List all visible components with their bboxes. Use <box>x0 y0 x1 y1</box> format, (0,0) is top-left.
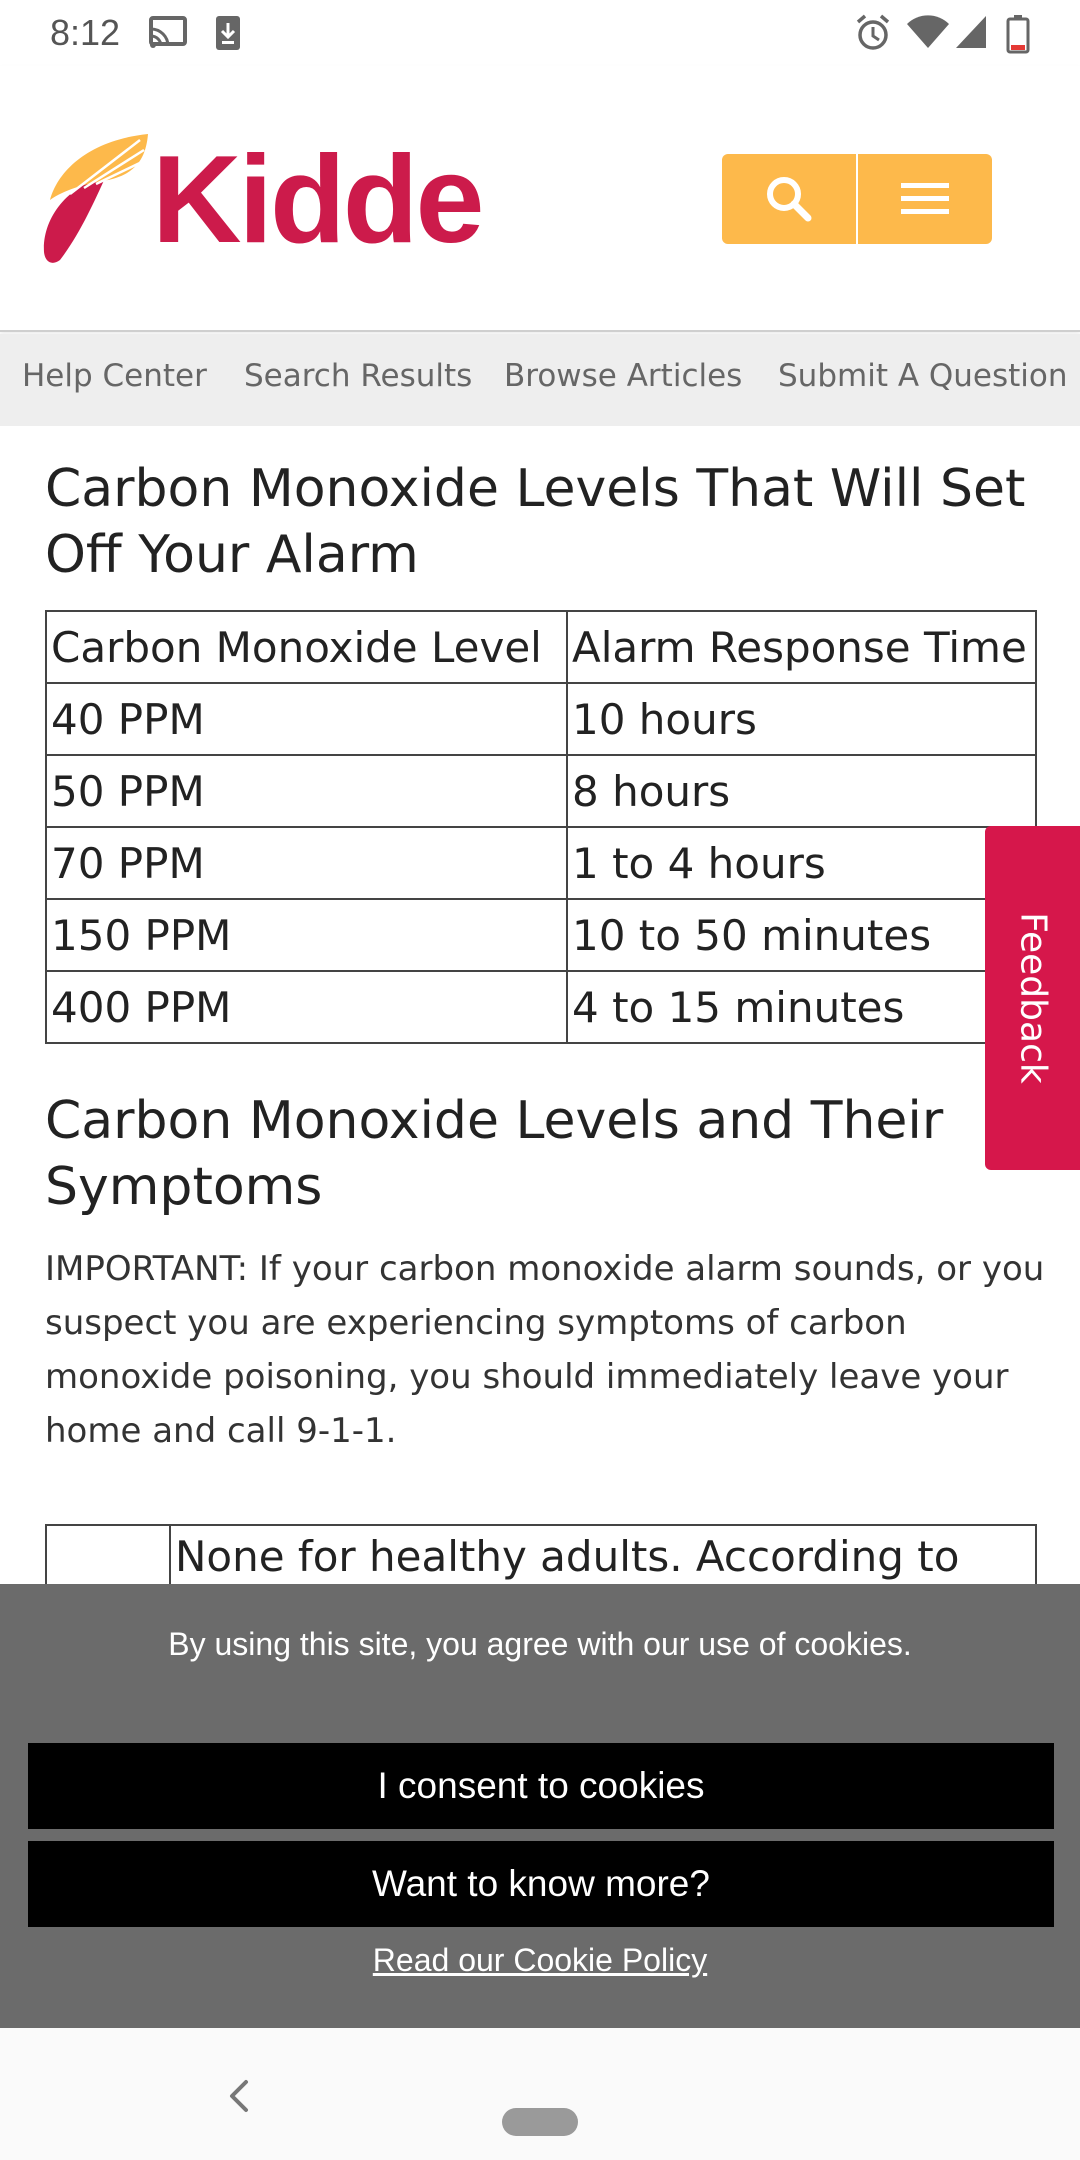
status-time: 8:12 <box>50 12 121 53</box>
table-row <box>46 755 1036 827</box>
table-cell: 70 PPM <box>46 827 567 899</box>
symptoms-title: Carbon Monoxide Levels and Their Symptoms <box>45 1091 944 1217</box>
header-button-group <box>722 154 992 244</box>
table-cell: 10 to 50 minutes <box>567 899 1036 971</box>
alarm-levels-title: Carbon Monoxide Levels That Will Set Off Your Alarm <box>45 459 1026 585</box>
table-row <box>46 971 1036 1043</box>
table-header-cell: Alarm Response Time <box>567 611 1036 683</box>
cookie-message: By using this site, you agree with our use of cookies. <box>168 1626 912 1662</box>
table-cell: None for healthy adults. According to <box>170 1525 1036 1631</box>
table-row <box>46 899 1036 971</box>
wifi-icon <box>906 14 950 54</box>
breadcrumb-search-results[interactable]: Search Results <box>244 358 473 394</box>
menu-icon <box>899 179 951 219</box>
search-icon <box>764 174 814 224</box>
breadcrumb-help-center[interactable]: Help Center <box>22 358 207 394</box>
site-header <box>0 66 1080 332</box>
back-icon[interactable] <box>222 2076 258 2120</box>
breadcrumb <box>0 334 1080 426</box>
signal-icon <box>954 14 988 54</box>
kidde-logo[interactable] <box>40 128 482 278</box>
table-header-row <box>46 611 1036 683</box>
breadcrumb-submit-question[interactable]: Submit A Question <box>778 358 1068 394</box>
table-cell: 10 hours <box>567 683 1036 755</box>
table-cell: 1 to 4 hours <box>567 827 1036 899</box>
table-cell: 400 PPM <box>46 971 567 1043</box>
table-cell: 150 PPM <box>46 899 567 971</box>
breadcrumb-browse-articles[interactable]: Browse Articles <box>504 358 743 394</box>
menu-button[interactable] <box>856 154 992 244</box>
know-more-button[interactable]: Want to know more? <box>28 1841 1054 1927</box>
download-icon <box>214 14 242 56</box>
table-cell: 40 PPM <box>46 683 567 755</box>
cast-icon <box>148 14 188 56</box>
table-row <box>46 827 1036 899</box>
alarm-icon <box>854 14 892 56</box>
feedback-tab[interactable] <box>985 826 1080 1170</box>
table-cell: 4 to 15 minutes <box>567 971 1036 1043</box>
important-notice: IMPORTANT: If your carbon monoxide alarm sounds, or you suspect you are experiencing symptoms of carbon monoxide poisoning, you should immediately leave your home and call 9-1-1. <box>45 1249 1045 1451</box>
logo-text: Kidde <box>152 131 482 269</box>
table-header-cell: Carbon Monoxide Level <box>46 611 567 683</box>
table-row <box>46 683 1036 755</box>
search-button[interactable] <box>722 154 856 244</box>
battery-icon <box>1006 14 1030 58</box>
cookie-banner <box>0 1584 1080 2028</box>
cookie-policy-link[interactable]: Read our Cookie Policy <box>372 1942 708 1978</box>
consent-button[interactable]: I consent to cookies <box>28 1743 1054 1829</box>
feedback-label: Feedback <box>1012 912 1053 1084</box>
system-nav-bar <box>0 2028 1080 2160</box>
table-cell: 8 hours <box>567 755 1036 827</box>
alarm-levels-table <box>45 610 1037 1044</box>
status-bar <box>0 0 1080 66</box>
logo-mark-icon <box>40 128 160 268</box>
home-pill[interactable] <box>502 2108 578 2136</box>
table-cell: 50 PPM <box>46 755 567 827</box>
